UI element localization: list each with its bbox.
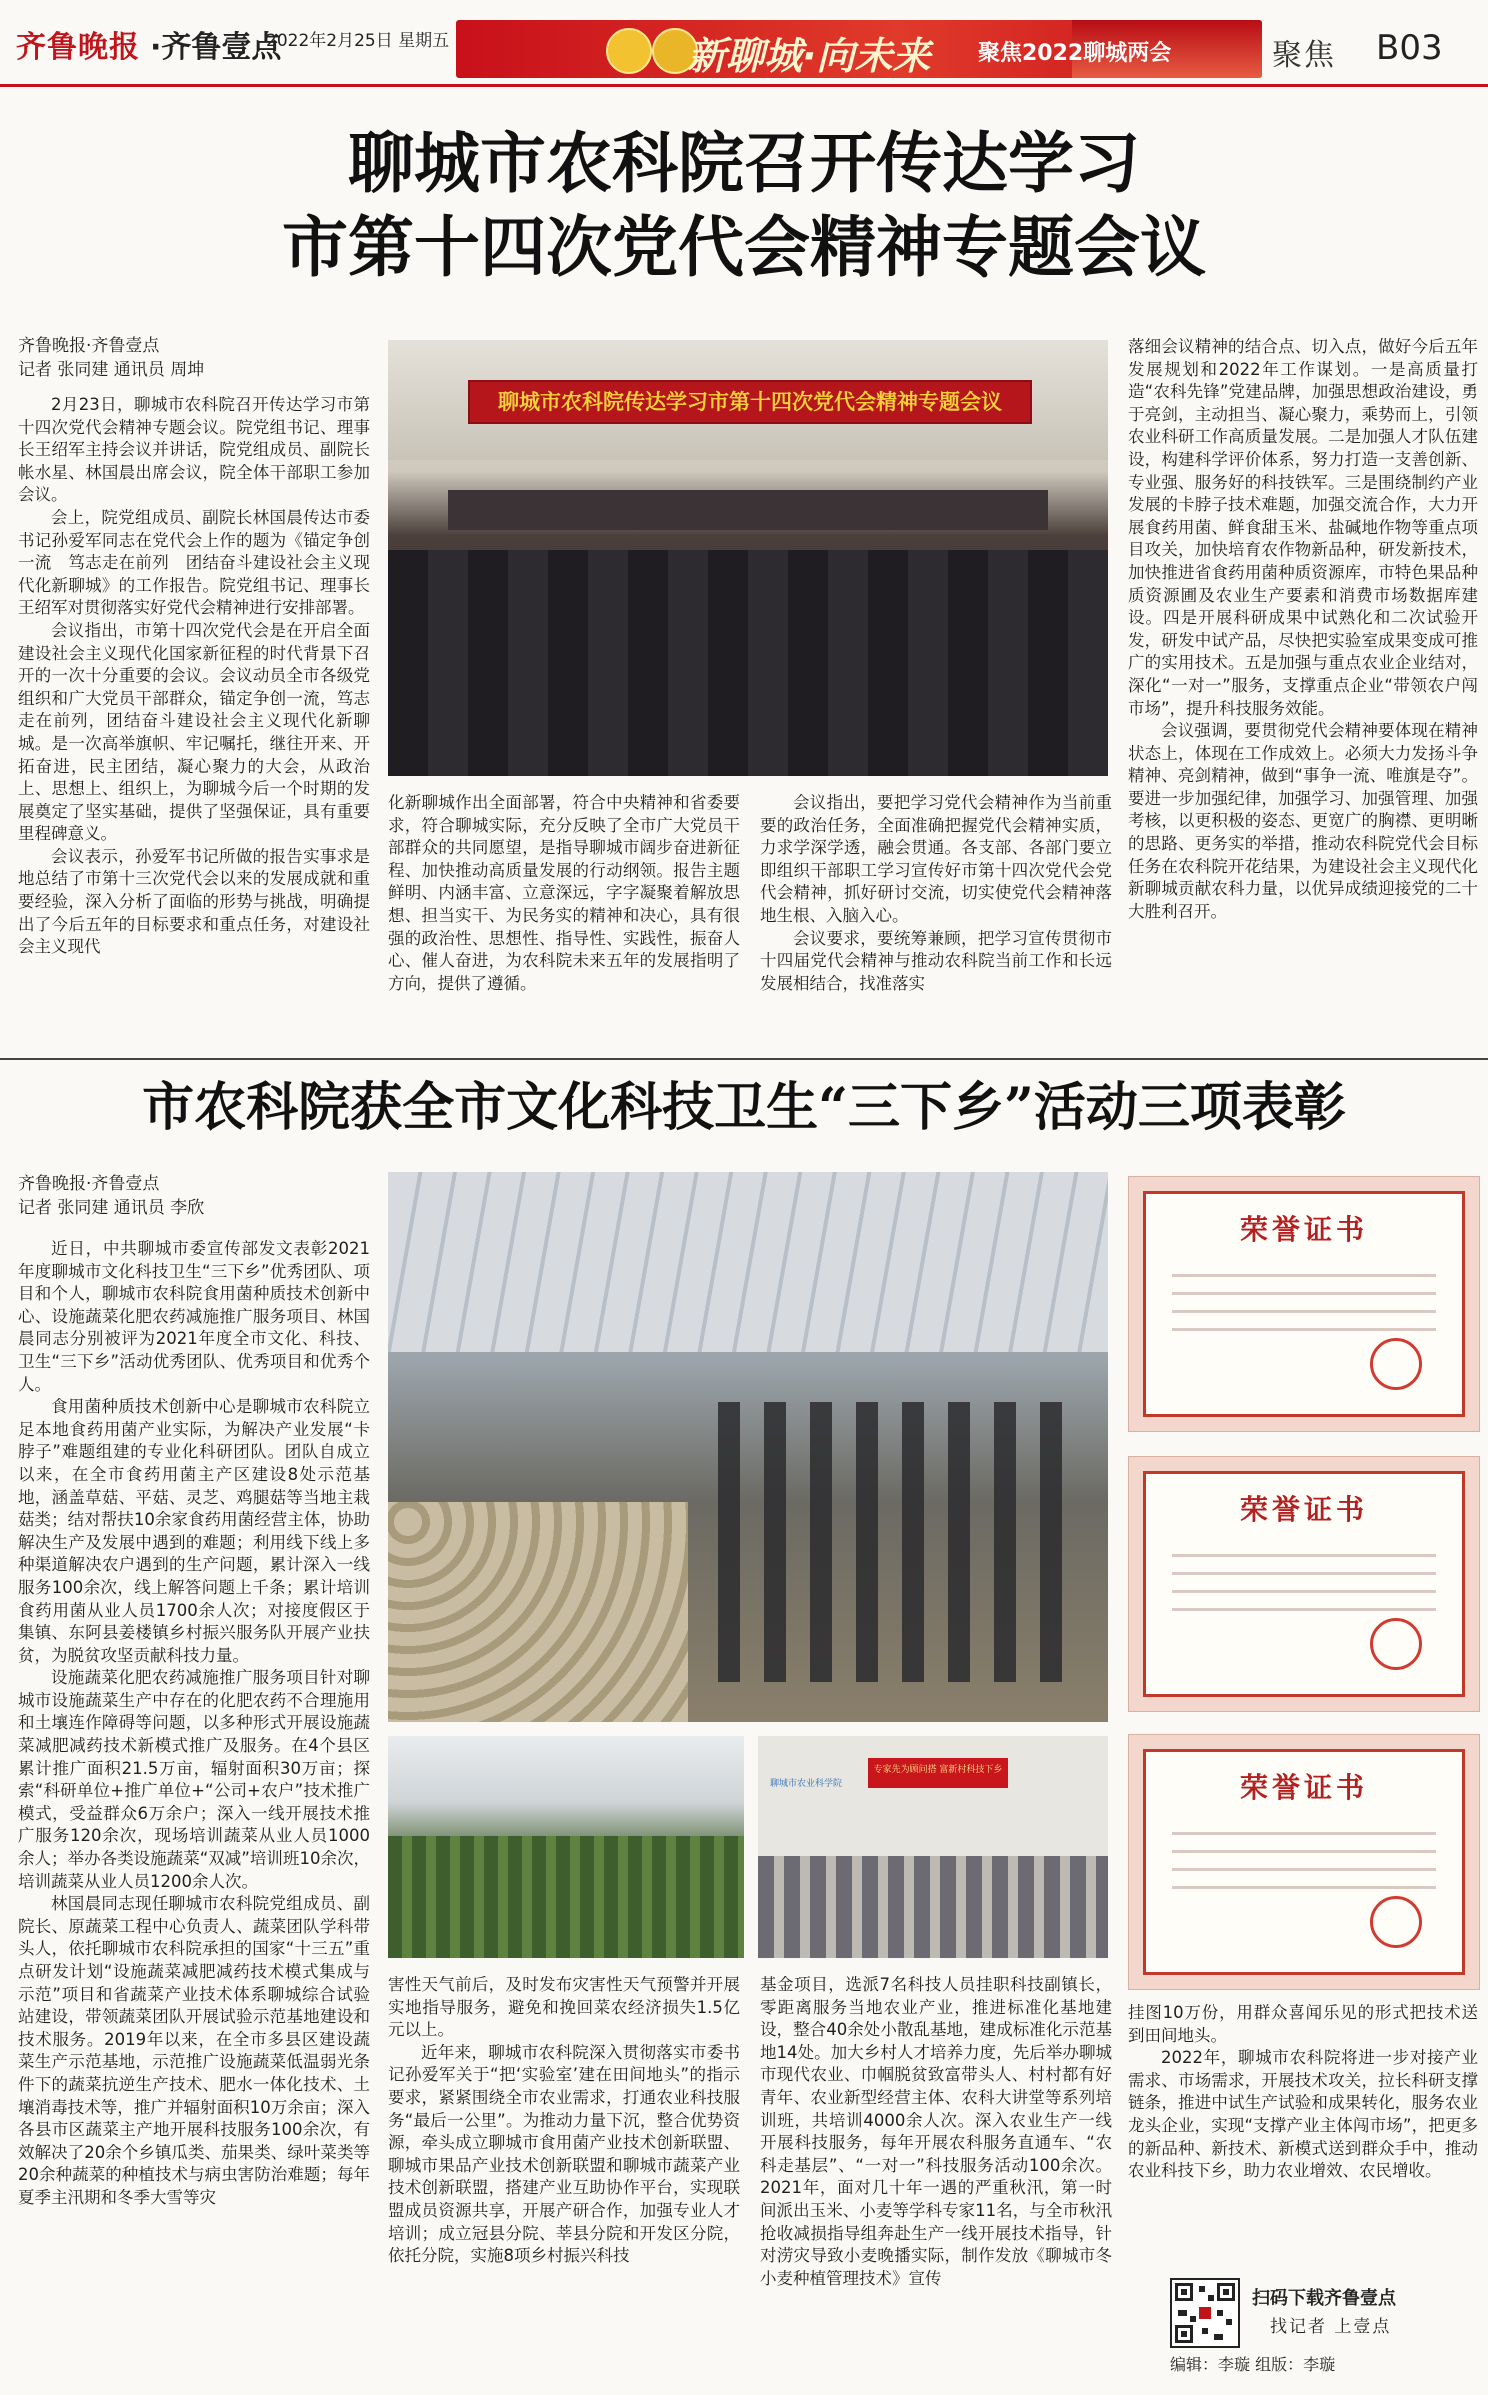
honor-certificate-1 <box>1128 1176 1480 1432</box>
article1-source: 齐鲁晚报·齐鲁壹点 <box>18 336 160 356</box>
paragraph: 化新聊城作出全面部署，符合中央精神和省委要求，符合聊城实际，充分反映了全市广大党员干部群众的共同愿望，是指导聊城市阔步奋进新征程、加快推动高质量发展的行动纲领。报告主题鲜明、内涵丰富、立意深远，字字凝聚着解放思想、担当实干、为民务实的精神和决心，具有很强的政治性、思想性、指导性、实践性，振奋人心、催人奋进，为农科院未来五年的发展指明了方向，提供了遵循。 <box>388 793 740 993</box>
header-rule <box>0 84 1488 87</box>
honor-certificate-2 <box>1128 1456 1480 1712</box>
paragraph: 近日，中共聊城市委宣传部发文表彰2021年度聊城市文化科技卫生“三下乡”优秀团队、项目和个人，聊城市农科院食用菌种质技术创新中心、设施蔬菜化肥农药减施推广服务项目、林国晨同志分别被评为2021年度全市文化、科技、卫生“三下乡”活动优秀团队、优秀项目和优秀个人。 <box>18 1239 370 1394</box>
article1-column-3 <box>760 792 1112 1032</box>
paragraph: 会议强调，要贯彻党代会精神要体现在精神状态上，体现在工作成效上。必须大力发扬斗争精神、亮剑精神，做到“事争一流、唯旗是夺”。要进一步加强纪律，加强学习、加强管理、加强考核，以更积极的姿态、更宽广的胸襟、更明晰的思路、更务实的举措，推动农科院党代会目标任务在农科院开花结果，为建设社会主义现代化新聊城贡献农科力量，以优异成绩迎接党的二十大胜利召开。 <box>1128 721 1478 921</box>
red-seal-icon <box>1370 1618 1422 1670</box>
meeting-banner <box>468 380 1032 424</box>
page-header <box>0 0 1488 84</box>
paragraph: 会议表示，孙爱军书记所做的报告实事求是地总结了市第十三次党代会以来的发展成就和重要经验，深入分析了面临的形势与挑战，明确提出了今后五年的目标要求和重点任务，对建设社会主义现代 <box>18 846 370 957</box>
article2-byline: 记者 张同建 通讯员 李欣 <box>18 1198 205 1218</box>
paragraph: 会上，院党组成员、副院长林国晨传达市委书记孙爱军同志在党代会上作的题为《锚定争创一流 笃志走在前列 团结奋斗建设社会主义现代化新聊城》的工作报告。院党组书记、理事长王绍军对贯彻落实好党代会精神进行安排部署。 <box>18 507 370 618</box>
article2-column-4 <box>1128 2002 1478 2264</box>
slogan-text: 新聊城·向未来 <box>688 34 931 78</box>
qr-code-icon[interactable] <box>1170 2278 1240 2348</box>
masthead-sub: ·齐鲁壹点 <box>150 30 282 65</box>
training-class-photo <box>758 1736 1108 1958</box>
paragraph: 会议指出，要把学习党代会精神作为当前重要的政治任务，全面准确把握党代会精神实质，力求学深学透，融会贯通。各支部、各部门要立即组织干部职工学习宣传好市第十四次党代会党代会精神，抓好研讨交流，切实使党代会精神落地生根、入脑入心。 <box>760 793 1112 925</box>
greenhouse-inspection-photo <box>388 1172 1108 1722</box>
paragraph: 会议要求，要统筹兼顾，把学习宣传贯彻市十四届党代会精神与推动农科院当前工作和长远发展相结合，找准落实 <box>760 928 1112 993</box>
issue-date: 2022年2月25日 星期五 <box>266 31 450 51</box>
paragraph: 2022年，聊城市农科院将进一步对接产业需求、市场需求，开展技术攻关，拉长科研支撑链条，推进中试生产试验和成果转化，服务农业龙头企业，实现“支撑产业主体闯市场”，把更多的新品种、新技术、新模式送到群众手中，推动农业科技下乡，助力农业增效、农民增收。 <box>1128 2048 1478 2181</box>
paragraph: 食用菌种质技术创新中心是聊城市农科院立足本地食药用菌产业实际，为解决产业发展“卡脖子”难题组建的专业化科研团队。团队自成立以来，在全市食药用菌主产区建设8处示范基地，涵盖草菇、平菇、灵芝、鸡腿菇等当地主栽菇类；结对帮扶10余家食药用菌经营主体，协助解决生产及发展中遇到的难题；利用线下线上多种渠道解决农户遇到的生产问题，累计深入一线服务100余次，线上解答问题上千条；累计培训食药用菌从业人员1700余人次；对接度假区于集镇、东阿县姜楼镇乡村振兴服务队开展产业扶贫，为脱贫攻坚贡献科技力量。 <box>18 1397 370 1665</box>
training-banner-text: 专家先为顾问搭 富新村科技下乡 <box>873 1765 1003 1775</box>
slogan-subtext: 聚焦2022聊城两会 <box>978 41 1172 66</box>
meeting-photo <box>388 340 1108 776</box>
article1-title-line2: 市第十四次党代会精神专题会议 <box>282 208 1206 286</box>
masthead-title: 齐鲁晚报 <box>16 30 140 65</box>
masthead-logo <box>16 18 286 65</box>
paragraph: 设施蔬菜化肥农药减施推广服务项目针对聊城市设施蔬菜生产中存在的化肥农药不合理施用和土壤连作障碍等问题，以多种形式开展设施蔬菜减肥减药技术新模式推广及服务。在4个县区累计推广面积21.5万亩，辐射面积30万亩；探索“科研单位+推广单位+“公司+农户”技术推广模式，受益群众6万余户；深入一线开展技术推广服务120余次，现场培训蔬菜从业人员1000余人；举办各类设施蔬菜“双减”培训班10余次，培训蔬菜从业人员1200余人次。 <box>18 1668 370 1891</box>
paragraph: 近年来，聊城市农科院深入贯彻落实市委书记孙爱军关于“把‘实验室’建在田间地头”的指示要求，紧紧围绕全市农业需求，打通农业科技服务“最后一公里”。为推动力量下沉，整合优势资源，牵头成立聊城市食用菌产业技术创新联盟、聊城市果品产业技术创新联盟和聊城市蔬菜产业技术创新联盟，搭建产业互助协作平台，实现联盟成员资源共享，开展产研合作，加强专业人才培训；成立冠县分院、莘县分院和开发区分院，依托分院，实施8项乡村振兴科技 <box>388 2042 740 2266</box>
scan-download-text: 扫码下载齐鲁壹点 <box>1252 2288 1396 2309</box>
party-emblem-icon <box>606 28 652 74</box>
training-sign-text: 聊城市农业科学院 <box>770 1779 843 1789</box>
article2-source: 齐鲁晚报·齐鲁壹点 <box>18 1174 160 1194</box>
article2-column-3 <box>760 1974 1112 2384</box>
certificate-title: 荣誉证书 <box>1239 1213 1368 1246</box>
slogan-banner <box>456 20 1262 78</box>
article2-title: 市农科院获全市文化科技卫生“三下乡”活动三项表彰 <box>142 1077 1346 1138</box>
section-name: 聚焦 <box>1272 38 1336 73</box>
certificate-title: 荣誉证书 <box>1239 1771 1368 1804</box>
article1-column-4 <box>1128 336 1478 1036</box>
honor-certificate-3 <box>1128 1734 1480 1990</box>
editor-credit: 编辑：李璇 组版：李璇 <box>1170 2355 1336 2374</box>
section-divider <box>0 1058 1488 1060</box>
article1-title-line1: 聊城市农科院召开传达学习 <box>348 124 1140 202</box>
article1-column-2 <box>388 792 740 1032</box>
page-number: B03 <box>1376 28 1443 68</box>
paragraph: 落细会议精神的结合点、切入点，做好今后五年发展规划和2022年工作谋划。一是高质量打造“农科先锋”党建品牌，加强思想政治建设，勇于亮剑，主动担当、凝心聚力，乘势而上，引领农业科研工作高质量发展。二是加强人才队伍建设，构建科学评价体系，努力打造一支善创新、专业强、服务好的科技铁军。三是围绕制约产业发展的卡脖子技术难题，加强交流合作，大力开展食药用菌、鲜食甜玉米、盐碱地作物等重点项目攻关，加快培育农作物新品种，研发新技术，加快推进省食药用菌种质资源库，市特色果品种质资源圃及农业生产要素和消费市场数据库建设。四是开展科研成果中试熟化和二次试验开发，研发中试产品，尽快把实验室成果变成可推广的实用技术。五是加强与重点农业企业结对，深化“一对一”服务，支撑重点企业“带领农户闯市场”，提升科技服务效能。 <box>1128 337 1478 718</box>
paragraph: 林国晨同志现任聊城市农科院党组成员、副院长、原蔬菜工程中心负责人、蔬菜团队学科带头人，依托聊城市农科院承担的国家“十三五”重点研发计划“设施蔬菜减肥减药技术模式集成与示范”项目和省蔬菜产业技术体系聊城综合试验站建设，带领蔬菜团队开展试验示范基地建设和技术服务。2019年以来，在全市多县区建设蔬菜生产示范基地，示范推广设施蔬菜低温弱光条件下的蔬菜抗逆生产技术、肥水一体化技术、土壤消毒技术等，推广并辐射面积10万余亩；深入各县市区蔬菜主产地开展科技服务100余次，有效解决了20余个乡镇瓜类、茄果类、绿叶菜类等20余种蔬菜的种植技术与病虫害防治难题；每年夏季主汛期和冬季大雪等灾 <box>18 1894 370 2207</box>
article1-column-1 <box>18 394 370 1026</box>
paragraph: 挂图10万份，用群众喜闻乐见的形式把技术送到田间地头。 <box>1128 2003 1478 2045</box>
meeting-banner-text: 聊城市农科院传达学习市第十四次党代会精神专题会议 <box>498 390 1002 414</box>
article1-byline: 记者 张同建 通讯员 周坤 <box>18 360 205 380</box>
article2-column-2 <box>388 1974 740 2384</box>
red-seal-icon <box>1370 1896 1422 1948</box>
certificate-title: 荣誉证书 <box>1239 1493 1368 1526</box>
red-seal-icon <box>1370 1338 1422 1390</box>
article2-column-1 <box>18 1238 370 2384</box>
paragraph: 会议指出，市第十四次党代会是在开启全面建设社会主义现代化国家新征程的时代背景下召开的一次十分重要的会议。会议动员全市各级党组织和广大党员干部群众，锚定争创一流，笃志走在前列，团结奋斗建设社会主义现代化新聊城。是一次高举旗帜、牢记嘱托，继往开来、开拓奋进，民主团结，凝心聚力的大会，从政治上、思想上、组织上，为聊城今后一个时期的发展奠定了坚实基础，提供了坚强保证，具有重要里程碑意义。 <box>18 620 370 844</box>
vegetable-greenhouse-photo <box>388 1736 744 1958</box>
paragraph: 基金项目，选派7名科技人员挂职科技副镇长，零距离服务当地农业产业，推进标准化基地建设，整合40余处小散乱基地，建成标准化示范基地14处。加大乡村人才培养力度，先后举办聊城市现代农业、巾帼脱贫致富带头人、村村都有好青年、农业新型经营主体、农科大讲堂等系列培训班，共培训4000余人次。深入农业生产一线开展科技服务，每年开展农科服务直通车、“农科走基层”、“一对一”科技服务活动100余次。2021年，面对几十年一遇的严重秋汛，第一时间派出玉米、小麦等学科专家11名，与全市秋汛抢收减损指导组奔赴生产一线开展技术指导，针对涝灾导致小麦晚播实际，制作发放《聊城市冬小麦种植管理技术》宣传 <box>760 1975 1112 2288</box>
footer-slogan: 找记者 上壹点 <box>1270 2317 1392 2337</box>
paragraph: 害性天气前后，及时发布灾害性天气预警并开展实地指导服务，避免和挽回菜农经济损失1.5亿元以上。 <box>388 1975 740 2040</box>
paragraph: 2月23日，聊城市农科院召开传达学习市第十四次党代会精神专题会议。院党组书记、理事长王绍军主持会议并讲话，院党组成员、副院长帐水星、林国晨出席会议，院全体干部职工参加会议。 <box>18 395 370 505</box>
